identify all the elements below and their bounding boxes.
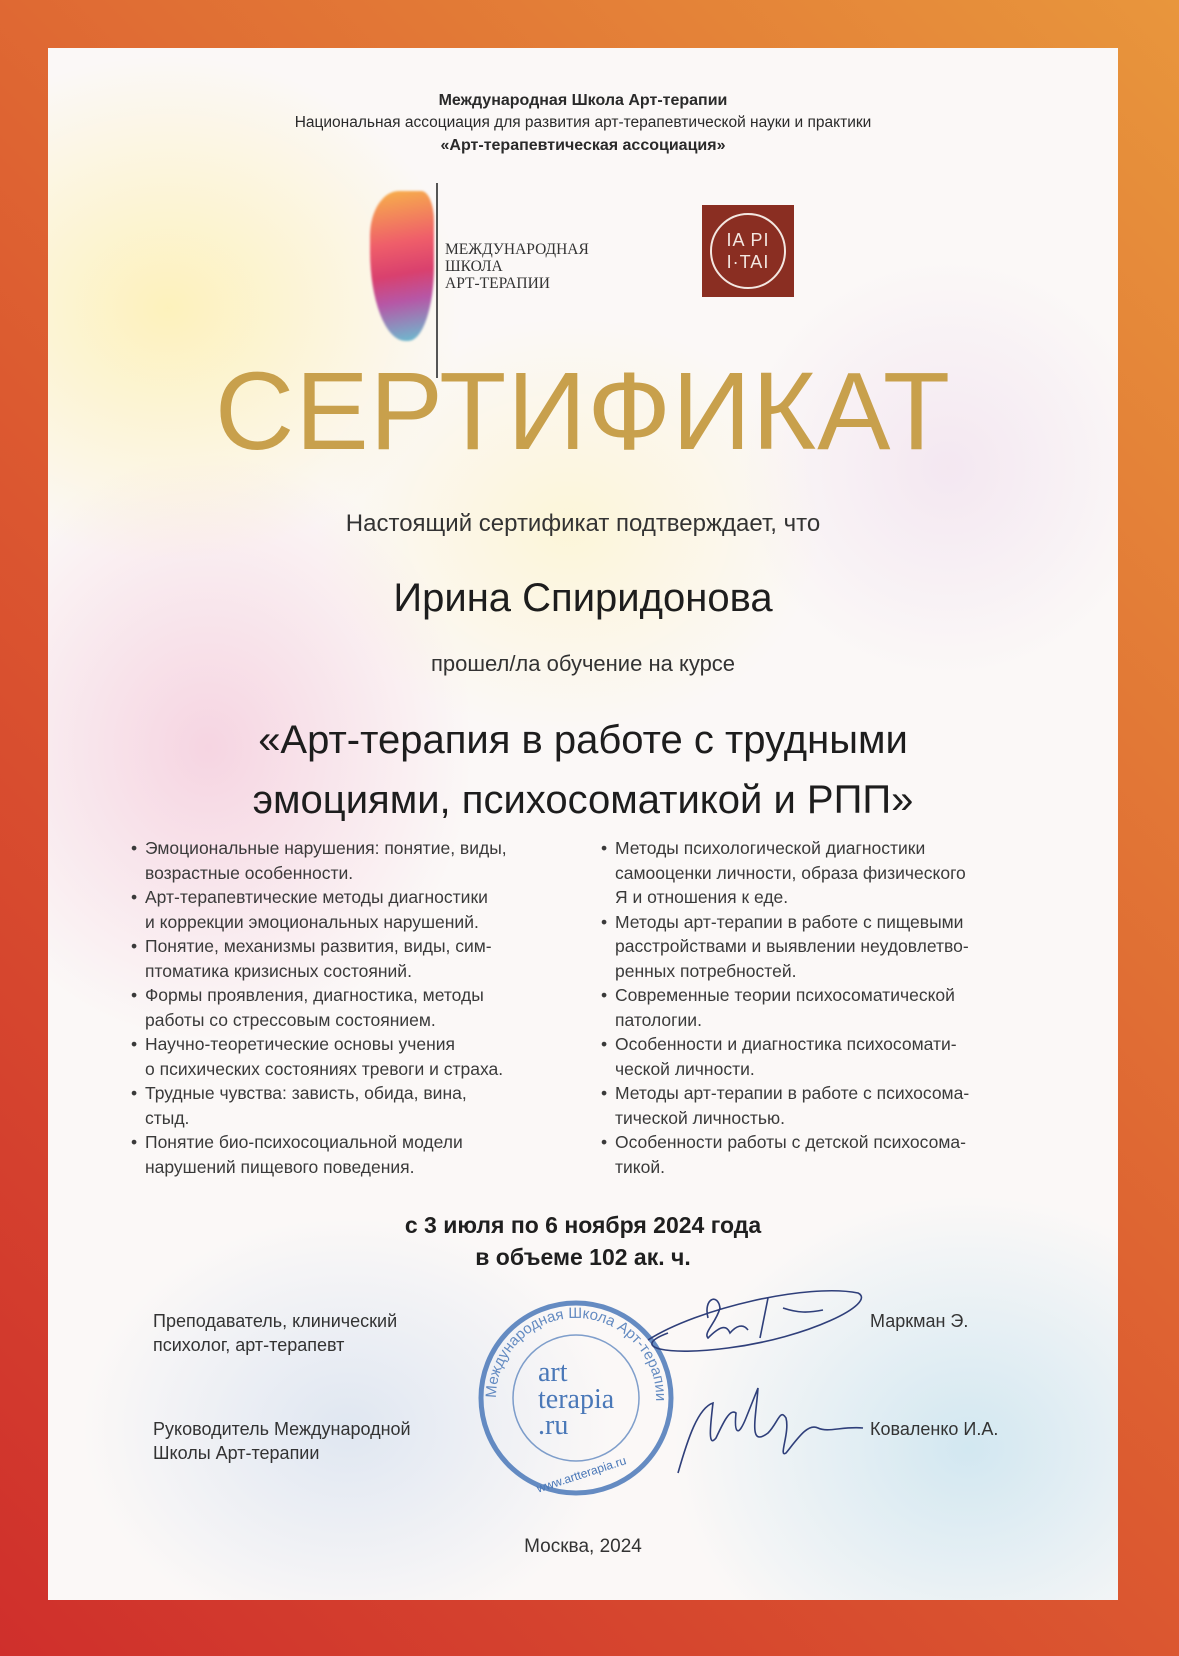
date-range: с 3 июля по 6 ноября 2024 года — [404, 1212, 762, 1238]
stamp-center-line: terapia — [538, 1384, 615, 1415]
topics-left — [129, 836, 584, 1179]
association-logo-line: I·TAI — [726, 252, 770, 272]
course-volume: в объеме 102 ак. ч. — [475, 1244, 691, 1270]
course-dates — [48, 1209, 1118, 1273]
recipient-name: Ирина Спиридонова — [393, 576, 773, 620]
topic-item: • Особенности работы с детской психосома- тикой. — [599, 1130, 1054, 1179]
topic-item: • Понятие био-психосоциальной модели нарушений пищевого поведения. — [129, 1130, 584, 1179]
passed-text: прошел/ла обучение на курсе — [430, 651, 736, 676]
course-title — [48, 710, 1118, 830]
association-description: Национальная ассоциация для развития арт-терапевтической науки и практики — [294, 114, 872, 131]
stamp-ring-text: Международная Школа Арт-терапии — [482, 1304, 670, 1402]
school-logo-line: АРТ-ТЕРАПИИ — [445, 275, 550, 292]
course-title-line: «Арт-терапия в работе с трудными — [258, 718, 908, 762]
place-year: Москва, 2024 — [524, 1536, 642, 1557]
topic-item: • Формы проявления, диагностика, методы работы со стрессовым состоянием. — [129, 983, 584, 1032]
course-title-line: эмоциями, психосоматикой и РПП» — [252, 778, 914, 822]
association-logo — [702, 205, 794, 297]
topics-right — [599, 836, 1054, 1179]
certificate-title: СЕРТИФИКАТ — [214, 350, 952, 473]
school-logo-line: МЕЖДУНАРОДНАЯ — [445, 241, 589, 258]
stamp-center-line: art — [538, 1357, 568, 1388]
stamp-center-line: .ru — [538, 1410, 569, 1441]
signatory-role: Руководитель Международной Школы Арт-терапии — [153, 1419, 411, 1463]
topic-item: • Методы арт-терапии в работе с психосома- тической личностью. — [599, 1081, 1054, 1130]
topic-item: • Особенности и диагностика психосомати- ческой личности. — [599, 1032, 1054, 1081]
signatory-role: Преподаватель, клинический психолог, арт-терапевт — [153, 1311, 398, 1355]
signature-kovalenko — [668, 1378, 868, 1488]
school-logo-line: ШКОЛА — [445, 258, 503, 275]
topic-item: • Понятие, механизмы развития, виды, сим- птоматика кризисных состояний. — [129, 934, 584, 983]
association-logo-line: IA PI — [726, 230, 770, 250]
topic-item: • Научно-теоретические основы учения о психических состояниях тревоги и страха. — [129, 1032, 584, 1081]
paint-blot-icon — [370, 191, 434, 341]
signatory-name: Коваленко И.А. — [870, 1419, 999, 1439]
signatory-name: Маркман Э. — [870, 1311, 969, 1331]
logo-ring-icon — [710, 213, 786, 289]
confirm-text: Настоящий сертификат подтверждает, что — [345, 510, 821, 537]
stamp-url: www.artterapia.ru — [534, 1453, 628, 1496]
topic-item: • Арт-терапевтические методы диагностики и коррекции эмоциональных нарушений. — [129, 885, 584, 934]
certificate-sheet — [48, 48, 1118, 1600]
topic-item: • Современные теории психосоматической патологии. — [599, 983, 1054, 1032]
school-name: Международная Школа Арт-терапии — [438, 92, 728, 109]
topic-item: • Трудные чувства: зависть, обида, вина, стыд. — [129, 1081, 584, 1130]
association-name: «Арт-терапевтическая ассоциация» — [440, 137, 726, 154]
topic-item: • Эмоциональные нарушения: понятие, виды, возрастные особенности. — [129, 836, 584, 885]
topic-item: • Методы арт-терапии в работе с пищевыми расстройствами и выявлении неудовлетво- ренных потребностей. — [599, 910, 1054, 984]
signature-markman — [608, 1278, 878, 1368]
topic-item: • Методы психологической диагностики самооценки личности, образа физического Я и отношения к еде. — [599, 836, 1054, 910]
